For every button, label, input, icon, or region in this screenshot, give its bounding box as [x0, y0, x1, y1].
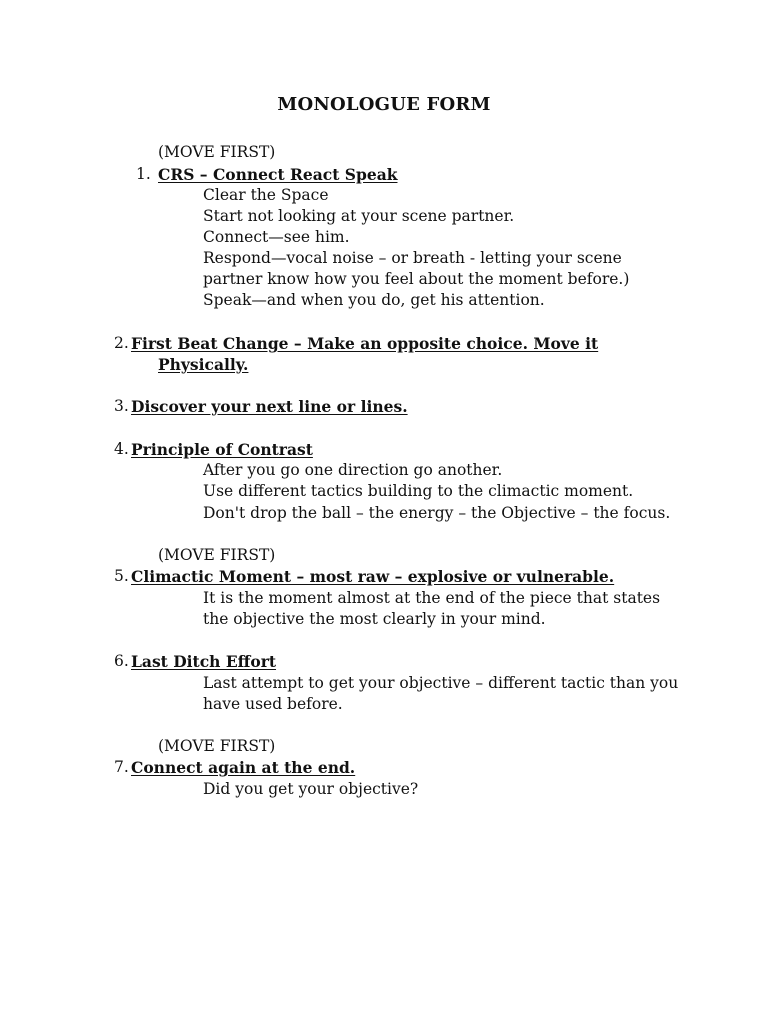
move-first-note: (MOVE FIRST)	[158, 546, 276, 564]
move-first-note: (MOVE FIRST)	[158, 143, 276, 161]
section-line: Don't drop the ball – the energy – the Objective – the focus.	[203, 504, 671, 522]
section-line: Clear the Space	[203, 186, 329, 204]
section-number: 4.	[114, 440, 129, 458]
section-line: After you go one direction go another.	[203, 461, 503, 479]
section-number: 3.	[114, 397, 129, 415]
section-line: the objective the most clearly in your mind.	[203, 610, 546, 628]
section-number: 1.	[136, 165, 151, 183]
section-line: Last attempt to get your objective – different tactic than you	[203, 674, 679, 692]
section-number: 2.	[114, 334, 129, 352]
section-line: have used before.	[203, 695, 343, 713]
section-line: partner know how you feel about the moment before.)	[203, 270, 630, 288]
section-line: Connect—see him.	[203, 228, 350, 246]
section-number: 5.	[114, 567, 129, 585]
section-line: Use different tactics building to the climactic moment.	[203, 482, 634, 500]
section-heading: First Beat Change – Make an opposite choice. Move it	[131, 334, 599, 353]
section-heading: Last Ditch Effort	[131, 652, 277, 671]
section-heading: Discover your next line or lines.	[131, 397, 408, 416]
section-heading: Climactic Moment – most raw – explosive or vulnerable.	[131, 567, 615, 586]
section-line: Speak—and when you do, get his attention.	[203, 291, 545, 309]
section-line: It is the moment almost at the end of the piece that states	[203, 589, 661, 607]
section-heading: Connect again at the end.	[131, 758, 356, 777]
section-line: Did you get your objective?	[203, 780, 419, 798]
section-heading-continued: Physically.	[158, 355, 249, 374]
section-number: 7.	[114, 758, 129, 776]
section-line: Start not looking at your scene partner.	[203, 207, 515, 225]
move-first-note: (MOVE FIRST)	[158, 737, 276, 755]
document-title: MONOLOGUE FORM	[277, 94, 491, 115]
section-line: Respond—vocal noise – or breath - letting your scene	[203, 249, 622, 267]
section-heading: CRS – Connect React Speak	[158, 165, 398, 184]
section-heading: Principle of Contrast	[131, 440, 313, 459]
section-number: 6.	[114, 652, 129, 670]
